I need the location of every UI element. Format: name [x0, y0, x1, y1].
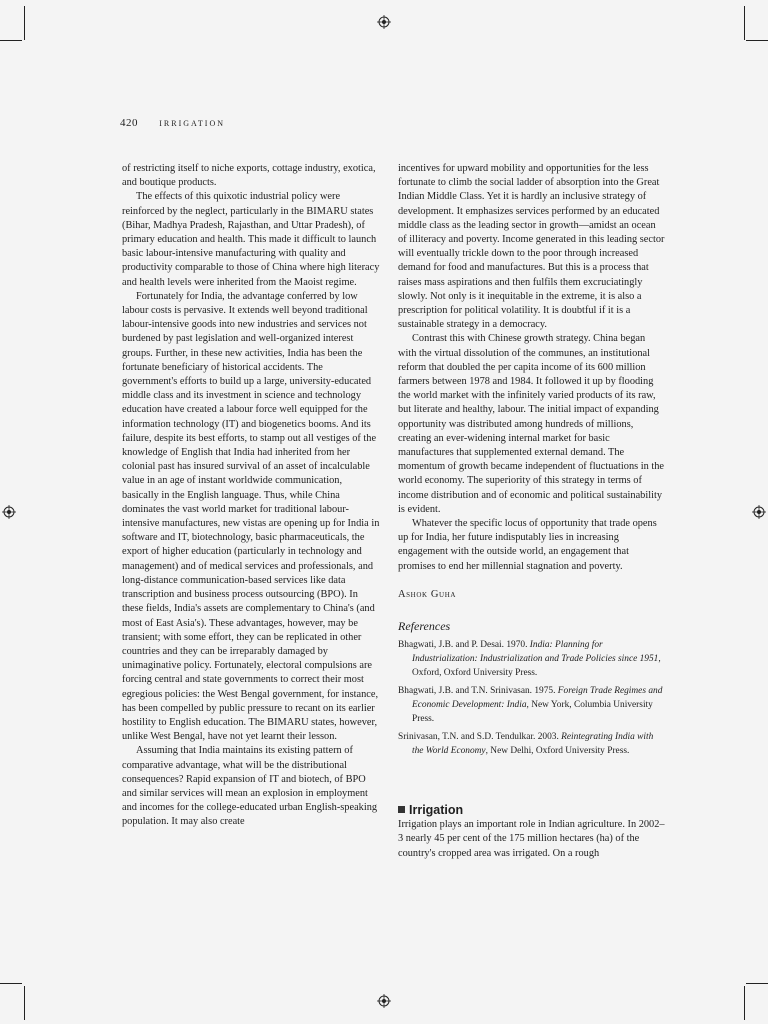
left-column: [122, 162, 380, 830]
registration-mark-left-icon: [2, 505, 16, 519]
paragraph: Whatever the specific locus of opportunity that trade opens up for India, her future indisputably lies in increasing engagement with the outside world, an engagement that promises to end her millennial stagnation and poverty.: [398, 518, 657, 572]
running-head-title: irrigation: [159, 117, 226, 129]
running-header: [120, 117, 225, 129]
paragraph: The effects of this quixotic industrial policy were reinforced by the neglect, particularly in the BIMARU states (Bihar, Madhya Pradesh, Rajasthan, and Uttar Pradesh), of primary education and health. This made it difficult to launch basic labour-intensive manufacturing with quality and productivity comparable to those of China where high literacy and health levels were inherited from the Maoist regime.: [122, 191, 380, 288]
crop-mark-bottom-right: [744, 986, 745, 1020]
section-heading-text: Irrigation: [409, 803, 464, 818]
paragraph: Fortunately for India, the advantage conferred by low labour costs is pervasive. It extends well beyond traditional labour-intensive goods into new industries and services not burdened by past legislation and well-organized interest groups. Further, in these new activities, India has been the fortunate beneficiary of historical accidents. The government's efforts to build up a large, university-educated middle class and its investment in science and technology education have created a labour force well equipped for the information technology (IT) and biogenetics booms. And its failure, despite its best efforts, to stamp out all vestiges of the knowledge of English that India had inherited from her colonial past has insured survival of an asset of incalculable value in an age of instant worldwide communication, basically in the English language. Thus, while China dominates the vast world market for traditional labour-intensive manufactures, new vistas are opening up for India in software and IT, biotechnology, basic pharmaceuticals, the export of higher education (particularly in technology and management) and of medical services and professionals, and long-distance communication-based services like data transcription and business process outsourcing (BPO). In these fields, India's assets are complementary to China's (and most of East Asia's). These advantages, however, may be transient; with some effort, they can be replicated in other countries and they can be irreparably damaged by unimaginative policy. Fortunately, electoral compulsions are forcing central and state governments to correct their most egregious policies: the West Bengal government, for instance, has been compelled by public pressure to recant on its earlier hostility to English education. The BIMARU states, however, unlike West Bengal, have not yet learnt their lesson.: [122, 290, 380, 743]
reference-title: Foreign Trade Regimes and Economic Development: India: [412, 686, 663, 711]
reference-publisher: , New Delhi, Oxford University Press.: [485, 746, 630, 757]
crop-mark-bottom-left: [24, 986, 25, 1020]
section-paragraph: Irrigation plays an important role in Indian agriculture. In 2002–3 nearly 45 per cent of the 175 million hectares (ha) of the country's cropped area was irrigated. On a rough: [398, 819, 665, 859]
reference-authors: Srinivasan, T.N. and S.D. Tendulkar. 2003.: [398, 732, 562, 743]
registration-mark-top-icon: [377, 15, 391, 29]
author-byline: Ashok Guha: [398, 588, 457, 600]
references-title: References: [398, 619, 451, 634]
reference-title: Reintegrating India with the World Economy: [412, 732, 654, 757]
reference-publisher: , New York, Columbia University Press.: [412, 700, 653, 725]
crop-mark-top-left-h: [0, 40, 22, 41]
section-square-icon: [398, 806, 405, 813]
paragraph: of restricting itself to niche exports, cottage industry, exotica, and boutique products.: [122, 163, 376, 189]
page-number: 420: [120, 117, 138, 129]
right-column: [398, 162, 666, 861]
section-heading: [398, 802, 666, 818]
reference-authors: Bhagwati, J.B. and P. Desai. 1970.: [398, 640, 530, 651]
registration-mark-bottom-icon: [377, 994, 391, 1008]
reference-publisher: , Oxford, Oxford University Press.: [412, 654, 661, 679]
reference-entry: [398, 638, 666, 680]
reference-title: India: Planning for Industrialization: Industrialization and Trade Policies since 1951: [412, 640, 659, 665]
paragraph: Assuming that India maintains its existing pattern of comparative advantage, what will be the distributional consequences? Rapid expansion of IT and biotech, of BPO and similar services will mean an explosion in employment and incomes for the college-educated urban English-speaking population. It may also create: [122, 745, 378, 828]
paragraph: Contrast this with Chinese growth strategy. China began with the virtual dissolution of the communes, an institutional reform that doubled the per capita income of its 600 million farmers between 1978 and 1984. It followed it up by flooding the world market with the infinitely varied products of its raw, but literate and healthy, labour. The initial impact of expanding opportunity was distributed among hundreds of millions, creating an ever-widening internal market for basic manufactures that supplemented external demand. The momentum of growth became independent of fluctuations in the world economy. The superiority of this strategy in terms of income distribution and of economic and political sustainability is evident.: [398, 333, 664, 515]
crop-mark-bottom-right-h: [746, 983, 768, 984]
crop-mark-top-right: [744, 6, 745, 40]
registration-mark-right-icon: [752, 505, 766, 519]
reference-entry: [398, 684, 666, 726]
crop-mark-top-left: [24, 6, 25, 40]
paragraph: incentives for upward mobility and opportunities for the less fortunate to climb the social ladder of absorption into the Great Indian Middle Class. Yet it is hardly an inclusive strategy of development. It emphasizes services performed by an educated middle class as the leading sector in growth—amidst an ocean of illiteracy and poverty. Income generated in this leading sector will eventually trickle down to the poor through increased demand for food and manufactures. But this is a process that raises mass aspirations and then fulfils them excruciatingly slowly. Not only is it inequitable in the extreme, it is also a prescription for political volatility. It is doubtful if it is a sustainable strategy in a democracy.: [398, 163, 665, 331]
crop-mark-bottom-left-h: [0, 983, 22, 984]
reference-entry: [398, 730, 666, 758]
crop-mark-top-right-h: [746, 40, 768, 41]
reference-authors: Bhagwati, J.B. and T.N. Srinivasan. 1975.: [398, 686, 558, 697]
